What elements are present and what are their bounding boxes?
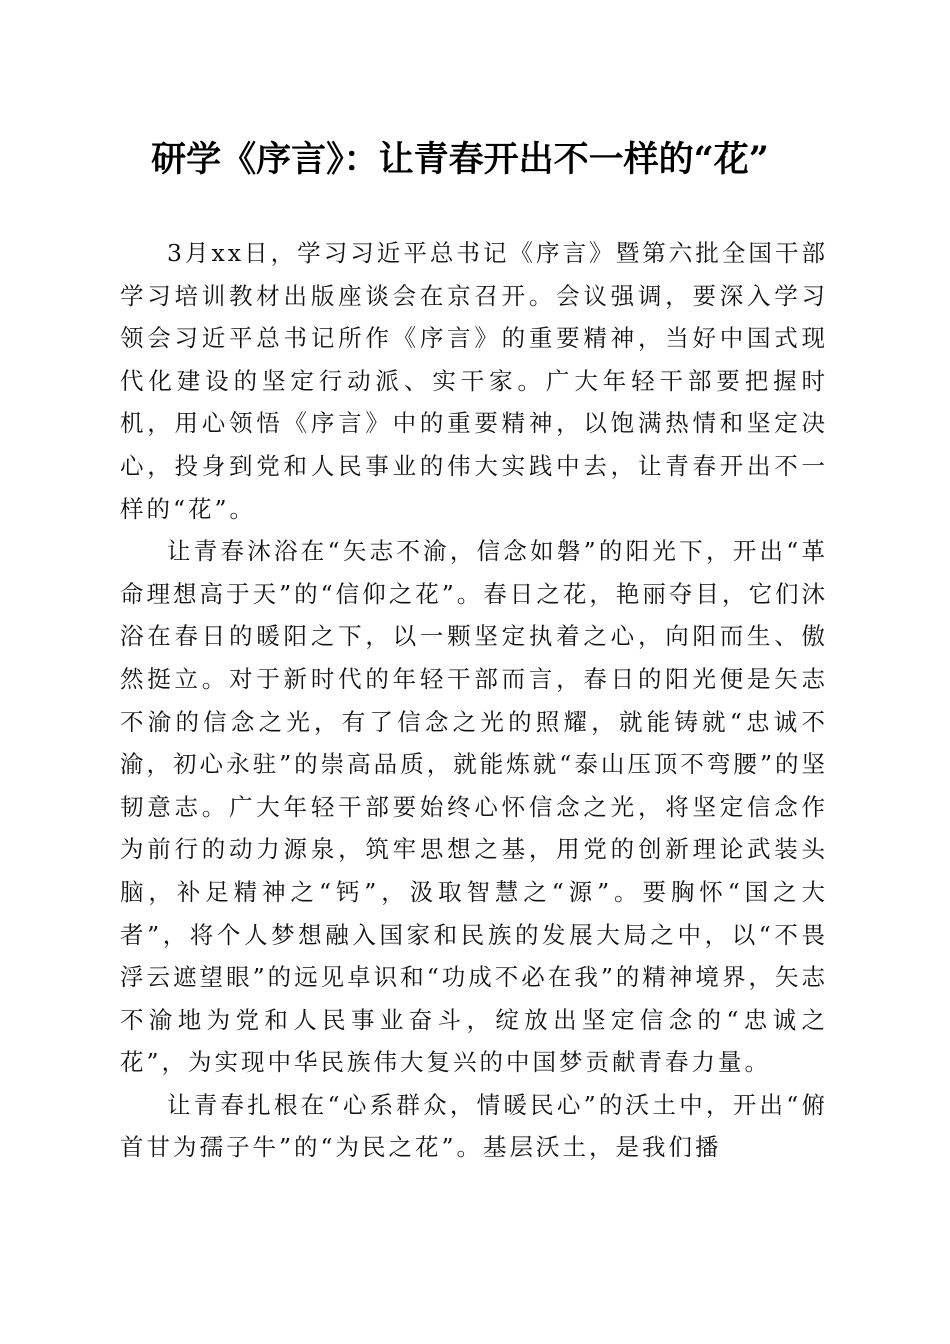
paragraph-3: 让青春扎根在“心系群众，情暖民心”的沃土中，开出“俯首甘为孺子牛”的“为民之花”。基层沃土，是我们播	[120, 1090, 828, 1162]
document-body	[120, 232, 828, 1169]
paragraph-2: 让青春沐浴在“矢志不渝，信念如磐”的阳光下，开出“革命理想高于天”的“信仰之花”。春日之花，艳丽夺目，它们沐浴在春日的暖阳之下，以一颗坚定执着之心，向阳而生、傲然挺立。对于新时代的年轻干部而言，春日的阳光便是矢志不渝的信念之光，有了信念之光的照耀，就能铸就“忠诚不渝，初心永驻”的崇高品质，就能炼就“泰山压顶不弯腰”的坚韧意志。广大年轻干部要始终心怀信念之光，将坚定信念作为前行的动力源泉，筑牢思想之基，用党的创新理论武装头脑，补足精神之“钙”，汲取智慧之“源”。要胸怀“国之大者”，将个人梦想融入国家和民族的发展大局之中，以“不畏浮云遮望眼”的远见卓识和“功成不必在我”的精神境界，矢志不渝地为党和人民事业奋斗，绽放出坚定信念的“忠诚之花”，为实现中华民族伟大复兴的中国梦贡献青春力量。	[120, 537, 828, 1077]
document-title: 研学《序言》：让青春开出不一样的“花”	[151, 139, 769, 180]
paragraph-1: 3月xx日，学习习近平总书记《序言》暨第六批全国干部学习培训教材出版座谈会在京召开。会议强调，要深入学习领会习近平总书记所作《序言》的重要精神，当好中国式现代化建设的坚定行动派、实干家。广大年轻干部要把握时机，用心领悟《序言》中的重要精神，以饱满热情和坚定决心，投身到党和人民事业的伟大实践中去，让青春开出不一样的“花”。	[120, 239, 828, 523]
